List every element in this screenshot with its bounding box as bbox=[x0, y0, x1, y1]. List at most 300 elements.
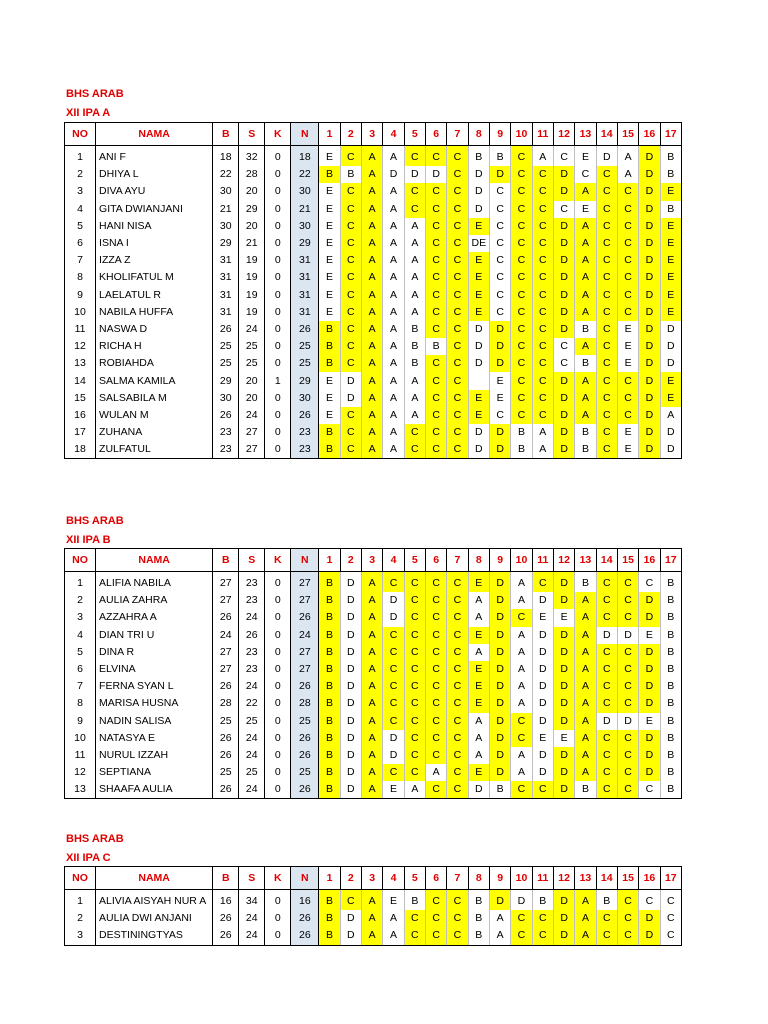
answer-cell: A bbox=[575, 678, 596, 695]
column-header: 5 bbox=[404, 549, 425, 572]
answer-cell: D bbox=[489, 321, 510, 338]
answer-cell: D bbox=[489, 592, 510, 609]
answer-cell: D bbox=[340, 644, 361, 661]
answer-cell: C bbox=[596, 183, 617, 200]
answer-cell: D bbox=[553, 781, 574, 799]
student-name: ROBIAHDA bbox=[96, 355, 213, 372]
table-row bbox=[65, 407, 682, 424]
score-nilai: 30 bbox=[291, 390, 319, 407]
answer-cell: C bbox=[404, 927, 425, 945]
answer-cell: A bbox=[575, 287, 596, 304]
table-row bbox=[65, 201, 682, 218]
answer-cell: D bbox=[553, 372, 574, 389]
answer-cell: D bbox=[639, 424, 660, 441]
answer-cell: D bbox=[553, 183, 574, 200]
column-header: 4 bbox=[383, 123, 404, 146]
answer-cell: B bbox=[319, 678, 340, 695]
table-row bbox=[65, 661, 682, 678]
answer-cell: D bbox=[553, 390, 574, 407]
column-header: 11 bbox=[532, 123, 553, 146]
answer-cell: C bbox=[383, 627, 404, 644]
table-row bbox=[65, 713, 682, 730]
answer-cell: C bbox=[404, 627, 425, 644]
answer-cell: A bbox=[383, 424, 404, 441]
answer-cell: C bbox=[425, 269, 446, 286]
answer-cell: A bbox=[362, 252, 383, 269]
answer-cell: D bbox=[639, 661, 660, 678]
answer-cell: D bbox=[660, 355, 681, 372]
column-header: NAMA bbox=[96, 123, 213, 146]
answer-cell: C bbox=[447, 644, 468, 661]
column-header: K bbox=[265, 123, 291, 146]
answer-cell: D bbox=[639, 407, 660, 424]
answer-cell: A bbox=[404, 304, 425, 321]
table-row bbox=[65, 372, 682, 389]
answer-cell: C bbox=[489, 218, 510, 235]
table-row bbox=[65, 235, 682, 252]
answer-cell: C bbox=[383, 678, 404, 695]
answer-cell: D bbox=[553, 695, 574, 712]
answer-cell: C bbox=[489, 407, 510, 424]
answer-cell: C bbox=[425, 287, 446, 304]
answer-cell: C bbox=[404, 730, 425, 747]
column-header: B bbox=[213, 867, 239, 890]
answer-cell: D bbox=[553, 304, 574, 321]
answer-cell: C bbox=[340, 252, 361, 269]
answer-cell: C bbox=[617, 304, 638, 321]
section-b-class: XII IPA B bbox=[66, 534, 111, 546]
column-header: 15 bbox=[617, 549, 638, 572]
answer-cell: E bbox=[617, 355, 638, 372]
answer-cell: E bbox=[468, 304, 489, 321]
answer-cell: A bbox=[383, 372, 404, 389]
answer-cell: A bbox=[575, 730, 596, 747]
answer-cell: A bbox=[383, 321, 404, 338]
answer-cell: C bbox=[596, 609, 617, 626]
answer-cell: D bbox=[383, 592, 404, 609]
answer-cell: E bbox=[319, 372, 340, 389]
answer-cell: D bbox=[639, 252, 660, 269]
student-name: DINA R bbox=[96, 644, 213, 661]
score-kosong: 0 bbox=[265, 678, 291, 695]
answer-cell: D bbox=[553, 287, 574, 304]
column-header: 9 bbox=[489, 549, 510, 572]
score-nilai: 18 bbox=[291, 146, 319, 167]
answer-cell: A bbox=[362, 304, 383, 321]
answer-cell: A bbox=[511, 695, 532, 712]
score-kosong: 0 bbox=[265, 355, 291, 372]
answer-cell: A bbox=[362, 287, 383, 304]
answer-cell: D bbox=[617, 627, 638, 644]
table-row bbox=[65, 644, 682, 661]
answer-cell: B bbox=[468, 890, 489, 911]
score-salah: 25 bbox=[239, 338, 265, 355]
answer-cell: D bbox=[489, 627, 510, 644]
answer-cell: A bbox=[575, 927, 596, 945]
answer-cell: C bbox=[340, 183, 361, 200]
answer-cell: A bbox=[575, 890, 596, 911]
column-header: 15 bbox=[617, 123, 638, 146]
answer-cell: D bbox=[553, 661, 574, 678]
score-kosong: 1 bbox=[265, 372, 291, 389]
answer-cell: D bbox=[553, 890, 574, 911]
answer-cell: D bbox=[639, 644, 660, 661]
answer-cell: D bbox=[468, 441, 489, 459]
score-salah: 24 bbox=[239, 910, 265, 927]
answer-cell: B bbox=[319, 441, 340, 459]
answer-cell: C bbox=[596, 269, 617, 286]
score-nilai: 26 bbox=[291, 747, 319, 764]
answer-cell: C bbox=[596, 424, 617, 441]
answer-cell: A bbox=[383, 910, 404, 927]
answer-cell: A bbox=[362, 764, 383, 781]
score-nilai: 25 bbox=[291, 764, 319, 781]
column-header: 15 bbox=[617, 867, 638, 890]
table-row bbox=[65, 747, 682, 764]
answer-cell: C bbox=[511, 927, 532, 945]
answer-cell: C bbox=[532, 321, 553, 338]
column-header: 8 bbox=[468, 123, 489, 146]
answer-cell: D bbox=[340, 372, 361, 389]
score-kosong: 0 bbox=[265, 218, 291, 235]
answer-cell: C bbox=[596, 592, 617, 609]
score-kosong: 0 bbox=[265, 304, 291, 321]
table-row bbox=[65, 166, 682, 183]
answer-cell: A bbox=[362, 338, 383, 355]
answer-cell: C bbox=[425, 910, 446, 927]
answer-cell: A bbox=[575, 235, 596, 252]
answer-cell: D bbox=[660, 441, 681, 459]
answer-cell: D bbox=[489, 609, 510, 626]
answer-cell: A bbox=[362, 166, 383, 183]
table-row bbox=[65, 781, 682, 799]
answer-cell: C bbox=[617, 730, 638, 747]
answer-cell: E bbox=[639, 627, 660, 644]
row-number: 2 bbox=[65, 910, 96, 927]
answer-cell: C bbox=[511, 146, 532, 167]
score-kosong: 0 bbox=[265, 321, 291, 338]
score-nilai: 21 bbox=[291, 201, 319, 218]
answer-cell: D bbox=[340, 747, 361, 764]
student-name: ELVINA bbox=[96, 661, 213, 678]
section-b-subject: BHS ARAB bbox=[66, 515, 124, 527]
answer-cell: C bbox=[532, 218, 553, 235]
table-row bbox=[65, 338, 682, 355]
student-name: AZZAHRA A bbox=[96, 609, 213, 626]
score-salah: 19 bbox=[239, 287, 265, 304]
answer-cell: C bbox=[425, 644, 446, 661]
score-salah: 32 bbox=[239, 146, 265, 167]
answer-cell: C bbox=[340, 235, 361, 252]
answer-cell: D bbox=[660, 321, 681, 338]
answer-cell: A bbox=[383, 201, 404, 218]
answer-cell: D bbox=[532, 695, 553, 712]
answer-cell: C bbox=[532, 390, 553, 407]
answer-cell: D bbox=[553, 678, 574, 695]
answer-cell: B bbox=[489, 146, 510, 167]
answer-cell: C bbox=[511, 609, 532, 626]
answer-cell: E bbox=[660, 304, 681, 321]
answer-cell: D bbox=[340, 592, 361, 609]
score-nilai: 29 bbox=[291, 235, 319, 252]
table-row bbox=[65, 609, 682, 626]
answer-cell: C bbox=[596, 661, 617, 678]
answer-cell: A bbox=[362, 661, 383, 678]
answer-cell: A bbox=[362, 424, 383, 441]
student-name: DESTININGTYAS bbox=[96, 927, 213, 945]
row-number: 9 bbox=[65, 713, 96, 730]
student-name: ALIVIA AISYAH NUR A bbox=[96, 890, 213, 911]
table-row bbox=[65, 678, 682, 695]
answer-cell: B bbox=[425, 338, 446, 355]
column-header: 10 bbox=[511, 867, 532, 890]
answer-cell: C bbox=[489, 252, 510, 269]
answer-cell: C bbox=[447, 713, 468, 730]
student-name: IZZA Z bbox=[96, 252, 213, 269]
answer-cell: C bbox=[425, 424, 446, 441]
answer-cell: C bbox=[511, 910, 532, 927]
column-header: 12 bbox=[553, 867, 574, 890]
column-header: 12 bbox=[553, 549, 574, 572]
column-header: 8 bbox=[468, 549, 489, 572]
student-name: DIAN TRI U bbox=[96, 627, 213, 644]
score-kosong: 0 bbox=[265, 730, 291, 747]
answer-cell: A bbox=[511, 764, 532, 781]
score-kosong: 0 bbox=[265, 252, 291, 269]
score-kosong: 0 bbox=[265, 695, 291, 712]
score-benar: 31 bbox=[213, 287, 239, 304]
answer-cell: D bbox=[639, 304, 660, 321]
answer-cell: C bbox=[596, 287, 617, 304]
answer-cell: C bbox=[596, 372, 617, 389]
score-benar: 26 bbox=[213, 407, 239, 424]
score-nilai: 26 bbox=[291, 609, 319, 626]
answer-cell: A bbox=[362, 609, 383, 626]
answer-cell: B bbox=[660, 627, 681, 644]
column-header: 3 bbox=[362, 867, 383, 890]
answer-cell: E bbox=[383, 890, 404, 911]
row-number: 2 bbox=[65, 592, 96, 609]
score-benar: 21 bbox=[213, 201, 239, 218]
answer-cell: C bbox=[404, 201, 425, 218]
answer-cell: C bbox=[447, 390, 468, 407]
score-benar: 25 bbox=[213, 713, 239, 730]
score-salah: 20 bbox=[239, 218, 265, 235]
score-table-ipa-c bbox=[64, 866, 682, 946]
answer-cell: C bbox=[511, 372, 532, 389]
answer-cell: C bbox=[425, 781, 446, 799]
score-salah: 27 bbox=[239, 424, 265, 441]
answer-cell: D bbox=[340, 609, 361, 626]
answer-cell: C bbox=[617, 390, 638, 407]
answer-cell: D bbox=[639, 166, 660, 183]
answer-cell: A bbox=[575, 609, 596, 626]
answer-cell: C bbox=[596, 572, 617, 593]
answer-cell: D bbox=[532, 644, 553, 661]
score-salah: 23 bbox=[239, 572, 265, 593]
table-row bbox=[65, 890, 682, 911]
score-salah: 22 bbox=[239, 695, 265, 712]
score-benar: 16 bbox=[213, 890, 239, 911]
score-salah: 24 bbox=[239, 407, 265, 424]
answer-cell: D bbox=[383, 747, 404, 764]
row-number: 18 bbox=[65, 441, 96, 459]
answer-cell: C bbox=[617, 592, 638, 609]
section-a-class: XII IPA A bbox=[66, 107, 111, 119]
score-nilai: 26 bbox=[291, 781, 319, 799]
score-benar: 28 bbox=[213, 695, 239, 712]
answer-cell: D bbox=[553, 572, 574, 593]
answer-cell: D bbox=[468, 321, 489, 338]
answer-cell: C bbox=[596, 678, 617, 695]
row-number: 3 bbox=[65, 609, 96, 626]
answer-cell: C bbox=[511, 201, 532, 218]
answer-cell: C bbox=[596, 252, 617, 269]
student-name: ZULFATUL bbox=[96, 441, 213, 459]
score-benar: 23 bbox=[213, 441, 239, 459]
score-kosong: 0 bbox=[265, 627, 291, 644]
answer-cell: C bbox=[617, 372, 638, 389]
answer-cell: E bbox=[489, 372, 510, 389]
answer-cell: D bbox=[532, 764, 553, 781]
answer-cell: C bbox=[340, 407, 361, 424]
column-header: NO bbox=[65, 867, 96, 890]
row-number: 16 bbox=[65, 407, 96, 424]
score-kosong: 0 bbox=[265, 910, 291, 927]
score-nilai: 16 bbox=[291, 890, 319, 911]
answer-cell: C bbox=[489, 304, 510, 321]
answer-cell: C bbox=[404, 695, 425, 712]
score-nilai: 26 bbox=[291, 910, 319, 927]
column-header: N bbox=[291, 123, 319, 146]
answer-cell: C bbox=[383, 661, 404, 678]
answer-cell: E bbox=[553, 609, 574, 626]
answer-cell: B bbox=[468, 910, 489, 927]
answer-cell: C bbox=[447, 764, 468, 781]
student-name: AULIA DWI ANJANI bbox=[96, 910, 213, 927]
answer-cell: B bbox=[340, 166, 361, 183]
answer-cell: E bbox=[319, 183, 340, 200]
answer-cell: DE bbox=[468, 235, 489, 252]
score-benar: 27 bbox=[213, 592, 239, 609]
row-number: 17 bbox=[65, 424, 96, 441]
answer-cell: E bbox=[660, 390, 681, 407]
answer-cell: A bbox=[404, 372, 425, 389]
answer-cell: D bbox=[489, 166, 510, 183]
score-nilai: 30 bbox=[291, 218, 319, 235]
student-name: ISNA I bbox=[96, 235, 213, 252]
table-row bbox=[65, 183, 682, 200]
answer-cell: D bbox=[404, 166, 425, 183]
row-number: 7 bbox=[65, 678, 96, 695]
score-benar: 26 bbox=[213, 678, 239, 695]
score-salah: 19 bbox=[239, 304, 265, 321]
score-kosong: 0 bbox=[265, 781, 291, 799]
answer-cell: D bbox=[553, 927, 574, 945]
answer-cell: C bbox=[425, 609, 446, 626]
answer-cell: D bbox=[553, 218, 574, 235]
answer-cell: C bbox=[532, 407, 553, 424]
answer-cell: C bbox=[447, 781, 468, 799]
answer-cell: C bbox=[596, 910, 617, 927]
answer-cell: C bbox=[404, 713, 425, 730]
row-number: 15 bbox=[65, 390, 96, 407]
answer-cell: B bbox=[532, 890, 553, 911]
answer-cell: C bbox=[596, 781, 617, 799]
answer-cell: E bbox=[468, 407, 489, 424]
column-header: 13 bbox=[575, 867, 596, 890]
answer-cell: E bbox=[383, 781, 404, 799]
answer-cell: D bbox=[340, 661, 361, 678]
answer-cell: D bbox=[340, 781, 361, 799]
column-header: B bbox=[213, 549, 239, 572]
answer-cell: D bbox=[489, 890, 510, 911]
answer-cell: A bbox=[383, 269, 404, 286]
answer-cell: C bbox=[404, 747, 425, 764]
answer-cell: A bbox=[362, 695, 383, 712]
answer-cell: C bbox=[511, 781, 532, 799]
column-header: 4 bbox=[383, 867, 404, 890]
answer-cell: A bbox=[383, 304, 404, 321]
answer-cell: D bbox=[468, 183, 489, 200]
answer-cell: B bbox=[319, 592, 340, 609]
answer-cell: C bbox=[447, 609, 468, 626]
answer-cell: C bbox=[596, 218, 617, 235]
answer-cell: C bbox=[511, 321, 532, 338]
score-benar: 31 bbox=[213, 252, 239, 269]
answer-cell: A bbox=[362, 183, 383, 200]
answer-cell: C bbox=[532, 910, 553, 927]
answer-cell: C bbox=[447, 146, 468, 167]
answer-cell: D bbox=[553, 764, 574, 781]
student-name: RICHA H bbox=[96, 338, 213, 355]
answer-cell: C bbox=[383, 764, 404, 781]
answer-cell: C bbox=[425, 678, 446, 695]
header-row bbox=[65, 867, 682, 890]
answer-cell: A bbox=[362, 372, 383, 389]
score-nilai: 31 bbox=[291, 269, 319, 286]
answer-cell: A bbox=[362, 781, 383, 799]
student-name: NADIN SALISA bbox=[96, 713, 213, 730]
answer-cell: C bbox=[340, 355, 361, 372]
answer-cell: D bbox=[489, 355, 510, 372]
answer-cell: D bbox=[639, 764, 660, 781]
answer-cell: C bbox=[617, 269, 638, 286]
answer-cell: C bbox=[617, 695, 638, 712]
answer-cell: D bbox=[532, 747, 553, 764]
answer-cell: B bbox=[319, 166, 340, 183]
table-row bbox=[65, 287, 682, 304]
answer-cell: E bbox=[617, 321, 638, 338]
answer-cell: A bbox=[575, 252, 596, 269]
answer-cell: E bbox=[617, 338, 638, 355]
answer-cell: E bbox=[468, 764, 489, 781]
column-header: N bbox=[291, 867, 319, 890]
answer-cell: B bbox=[660, 661, 681, 678]
answer-cell: E bbox=[553, 730, 574, 747]
answer-cell: B bbox=[660, 747, 681, 764]
answer-cell: D bbox=[596, 627, 617, 644]
answer-cell: B bbox=[319, 781, 340, 799]
answer-cell: A bbox=[404, 218, 425, 235]
answer-cell: B bbox=[660, 592, 681, 609]
answer-cell: D bbox=[639, 441, 660, 459]
answer-cell: E bbox=[319, 269, 340, 286]
score-salah: 20 bbox=[239, 372, 265, 389]
answer-cell: E bbox=[319, 146, 340, 167]
table-row bbox=[65, 441, 682, 459]
answer-cell: C bbox=[617, 644, 638, 661]
